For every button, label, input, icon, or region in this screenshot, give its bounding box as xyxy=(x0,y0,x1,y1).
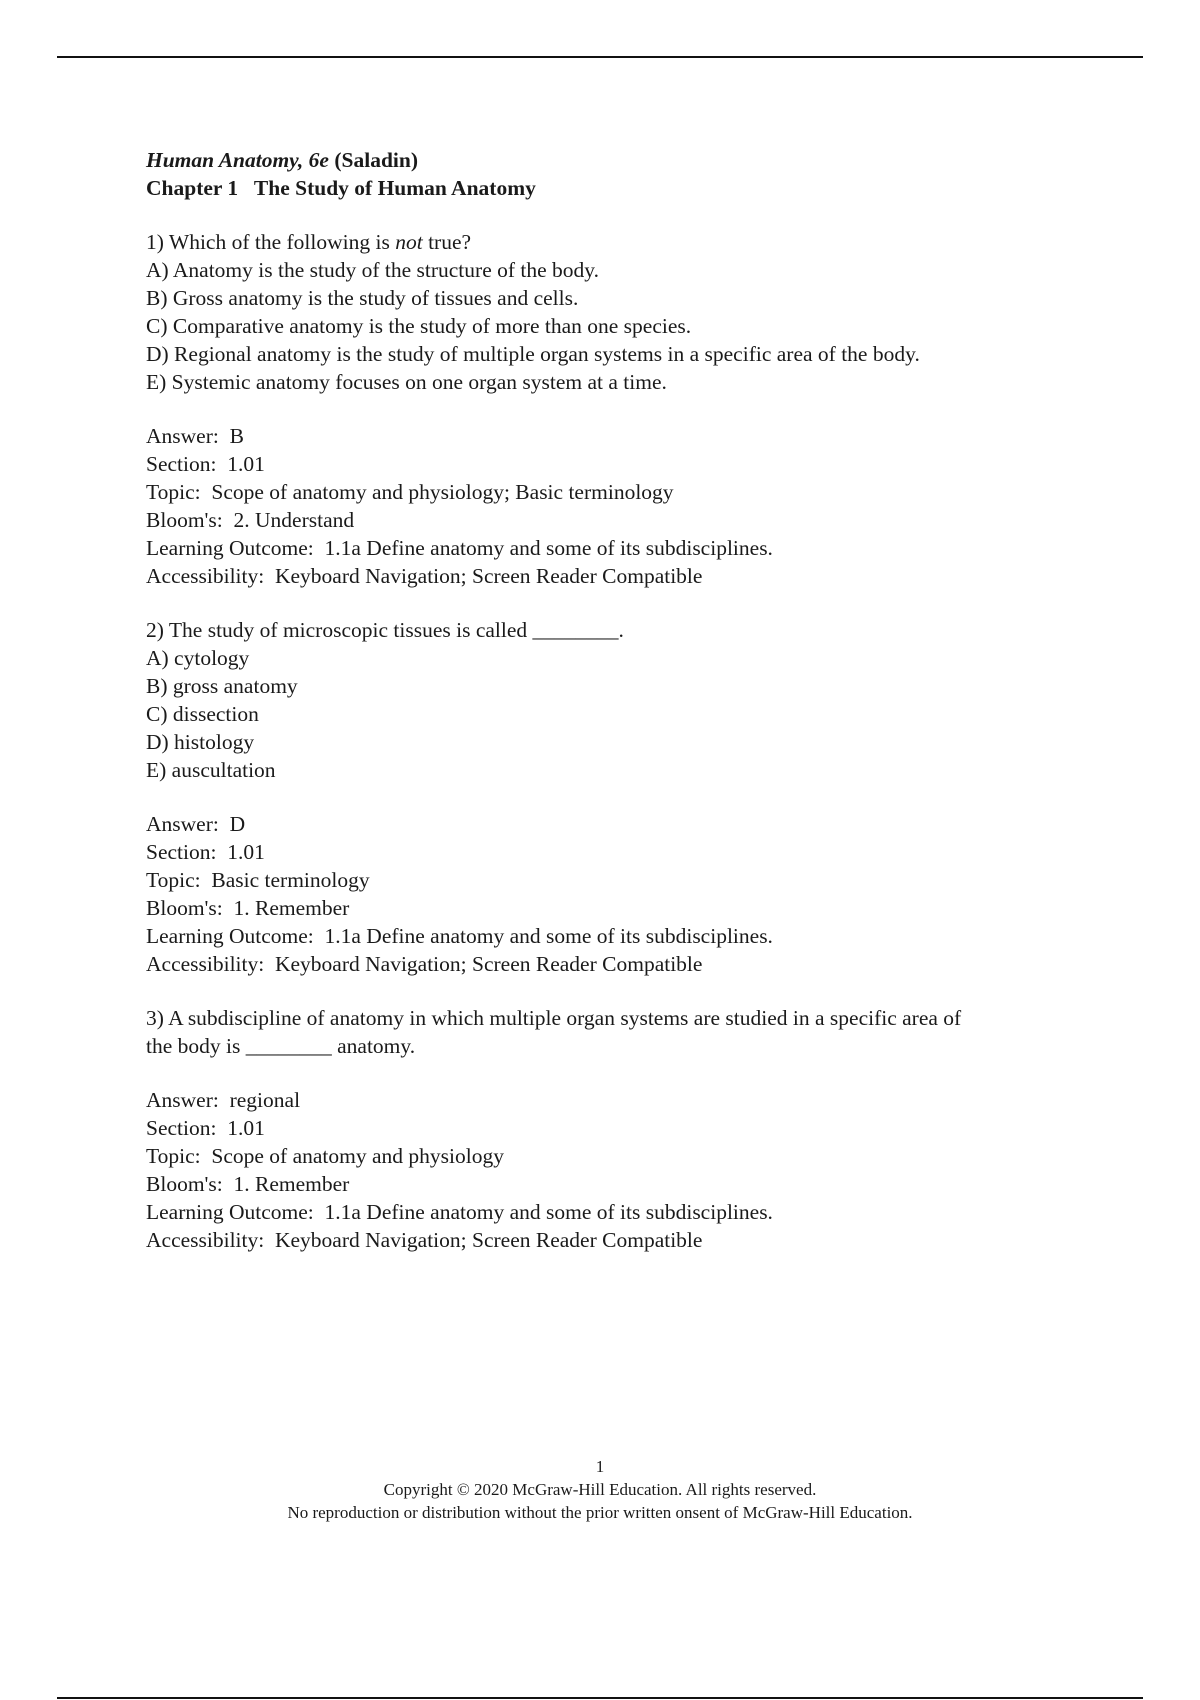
book-title-line xyxy=(146,146,1096,174)
answer-option: C) dissection xyxy=(146,702,259,726)
answer-option: E) auscultation xyxy=(146,758,276,782)
answer-key: Answer: regional xyxy=(146,1088,301,1112)
answer-option: B) gross anatomy xyxy=(146,674,298,698)
accessibility-note: Accessibility: Keyboard Navigation; Screen Reader Compatible xyxy=(146,564,703,588)
question-stem: 1) Which of the following is not true? xyxy=(146,230,472,254)
blooms-level: Bloom's: 1. Remember xyxy=(146,1172,350,1196)
question-stem-line-2: the body is ________ anatomy. xyxy=(146,1034,416,1058)
learning-outcome: Learning Outcome: 1.1a Define anatomy and some of its subdisciplines. xyxy=(146,924,773,948)
answer-option: D) histology xyxy=(146,730,255,754)
bottom-rule xyxy=(57,1697,1143,1699)
blooms-level: Bloom's: 1. Remember xyxy=(146,896,350,920)
blooms-level: Bloom's: 2. Understand xyxy=(146,508,355,532)
answer-key: Answer: D xyxy=(146,812,246,836)
stem-emphasis: not xyxy=(395,230,423,254)
topic: Topic: Scope of anatomy and physiology xyxy=(146,1144,504,1168)
question-2 xyxy=(146,616,1096,978)
question-1 xyxy=(146,228,1096,590)
answer-option: A) Anatomy is the study of the structure of the body. xyxy=(146,258,600,282)
section-ref: Section: 1.01 xyxy=(146,840,265,864)
chapter-title: Chapter 1 The Study of Human Anatomy xyxy=(146,176,536,200)
page-number: 1 xyxy=(595,1457,605,1476)
answer-option: D) Regional anatomy is the study of multiple organ systems in a specific area of the body. xyxy=(146,342,920,366)
answer-option: E) Systemic anatomy focuses on one organ system at a time. xyxy=(146,370,667,394)
question-3 xyxy=(146,1004,1096,1254)
question-stem: 2) The study of microscopic tissues is called ________. xyxy=(146,618,624,642)
topic: Topic: Basic terminology xyxy=(146,868,370,892)
page-footer xyxy=(0,1455,1200,1524)
question-stem-line-1: 3) A subdiscipline of anatomy in which multiple organ systems are studied in a specific area of xyxy=(146,1006,962,1030)
book-title: Human Anatomy, 6e xyxy=(146,148,329,172)
topic: Topic: Scope of anatomy and physiology; Basic terminology xyxy=(146,480,674,504)
top-rule xyxy=(57,56,1143,58)
reproduction-notice: No reproduction or distribution without the prior written onsent of McGraw-Hill Education. xyxy=(287,1503,913,1522)
accessibility-note: Accessibility: Keyboard Navigation; Screen Reader Compatible xyxy=(146,1228,703,1252)
copyright-line: Copyright © 2020 McGraw-Hill Education. All rights reserved. xyxy=(383,1480,817,1499)
section-ref: Section: 1.01 xyxy=(146,452,265,476)
answer-key: Answer: B xyxy=(146,424,244,448)
answer-option: A) cytology xyxy=(146,646,250,670)
learning-outcome: Learning Outcome: 1.1a Define anatomy and some of its subdisciplines. xyxy=(146,1200,773,1224)
accessibility-note: Accessibility: Keyboard Navigation; Screen Reader Compatible xyxy=(146,952,703,976)
section-ref: Section: 1.01 xyxy=(146,1116,265,1140)
answer-option: C) Comparative anatomy is the study of more than one species. xyxy=(146,314,692,338)
document-body xyxy=(146,146,1096,1254)
learning-outcome: Learning Outcome: 1.1a Define anatomy and some of its subdisciplines. xyxy=(146,536,773,560)
answer-option: B) Gross anatomy is the study of tissues and cells. xyxy=(146,286,579,310)
book-author: (Saladin) xyxy=(328,148,418,172)
